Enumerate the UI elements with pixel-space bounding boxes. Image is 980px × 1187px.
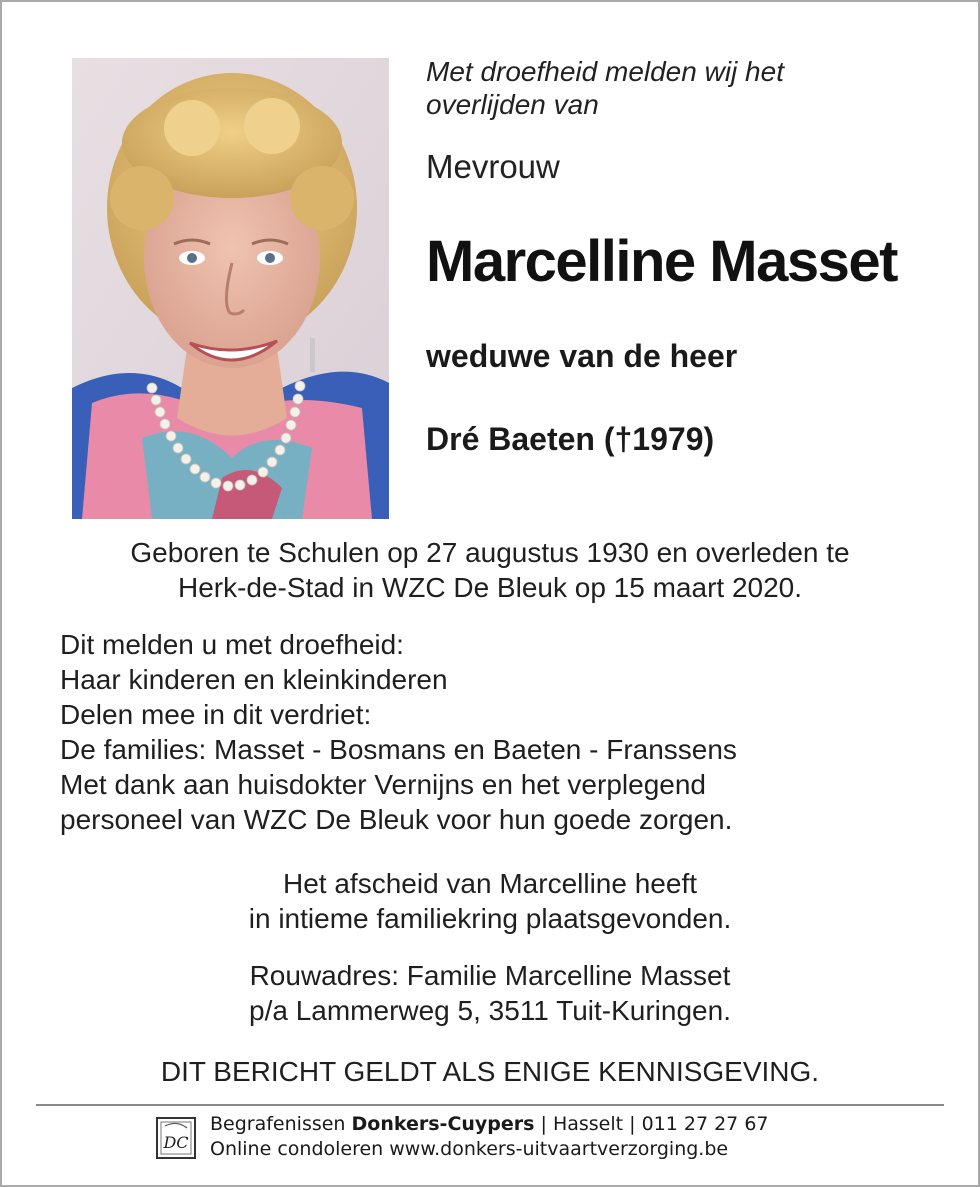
announcement-line: Met dank aan huisdokter Vernijns en het verplegend — [60, 769, 706, 800]
announcement-line: Dit melden u met droefheid: — [60, 629, 404, 660]
footer-prefix: Begrafenissen — [210, 1113, 352, 1135]
footer-line-1 — [210, 1112, 769, 1137]
mourning-address — [40, 958, 940, 1028]
announcement-line: Haar kinderen en kleinkinderen — [60, 664, 448, 695]
logo-letters: DC — [163, 1133, 189, 1152]
announcement-block — [60, 627, 940, 837]
intro-text — [426, 55, 946, 121]
farewell-line-2: in intieme familiekring plaatsgevonden. — [248, 903, 732, 934]
widow-text: weduwe van de heer — [426, 338, 738, 374]
announcement-line: Delen mee in dit verdriet: — [60, 699, 372, 730]
footer — [210, 1112, 769, 1162]
birth-line-1: Geboren te Schulen op 27 augustus 1930 en overleden te — [130, 537, 850, 568]
footer-company: Donkers-Cuypers — [351, 1113, 535, 1135]
announcement-line: De families: Masset - Bosmans en Baeten - Franssens — [60, 734, 737, 765]
footer-contact: | Hasselt | 011 27 27 67 — [534, 1113, 769, 1135]
intro-line-1: Met droefheid melden wij het — [426, 56, 784, 87]
husband-name: Dré Baeten (†1979) — [426, 421, 715, 457]
salutation: Mevrouw — [426, 148, 560, 185]
farewell-text — [40, 866, 940, 936]
footer-divider — [36, 1104, 944, 1106]
official-notice: DIT BERICHT GELDT ALS ENIGE KENNISGEVING. — [160, 1056, 820, 1087]
address-line-1: Rouwadres: Familie Marcelline Masset — [249, 960, 731, 991]
address-line-2: p/a Lammerweg 5, 3511 Tuit-Kuringen. — [249, 995, 731, 1026]
birth-details — [40, 535, 940, 605]
deceased-name: Marcelline Masset — [426, 229, 897, 294]
birth-line-2: Herk-de-Stad in WZC De Bleuk op 15 maart 2020. — [177, 572, 803, 603]
portrait-photo — [72, 58, 389, 519]
funeral-home-logo-icon — [155, 1116, 197, 1160]
announcement-line: personeel van WZC De Bleuk voor hun goede zorgen. — [60, 804, 733, 835]
farewell-line-1: Het afscheid van Marcelline heeft — [283, 868, 697, 899]
intro-line-2: overlijden van — [426, 89, 599, 120]
footer-line-2: Online condoleren www.donkers-uitvaartverzorging.be — [210, 1138, 729, 1160]
